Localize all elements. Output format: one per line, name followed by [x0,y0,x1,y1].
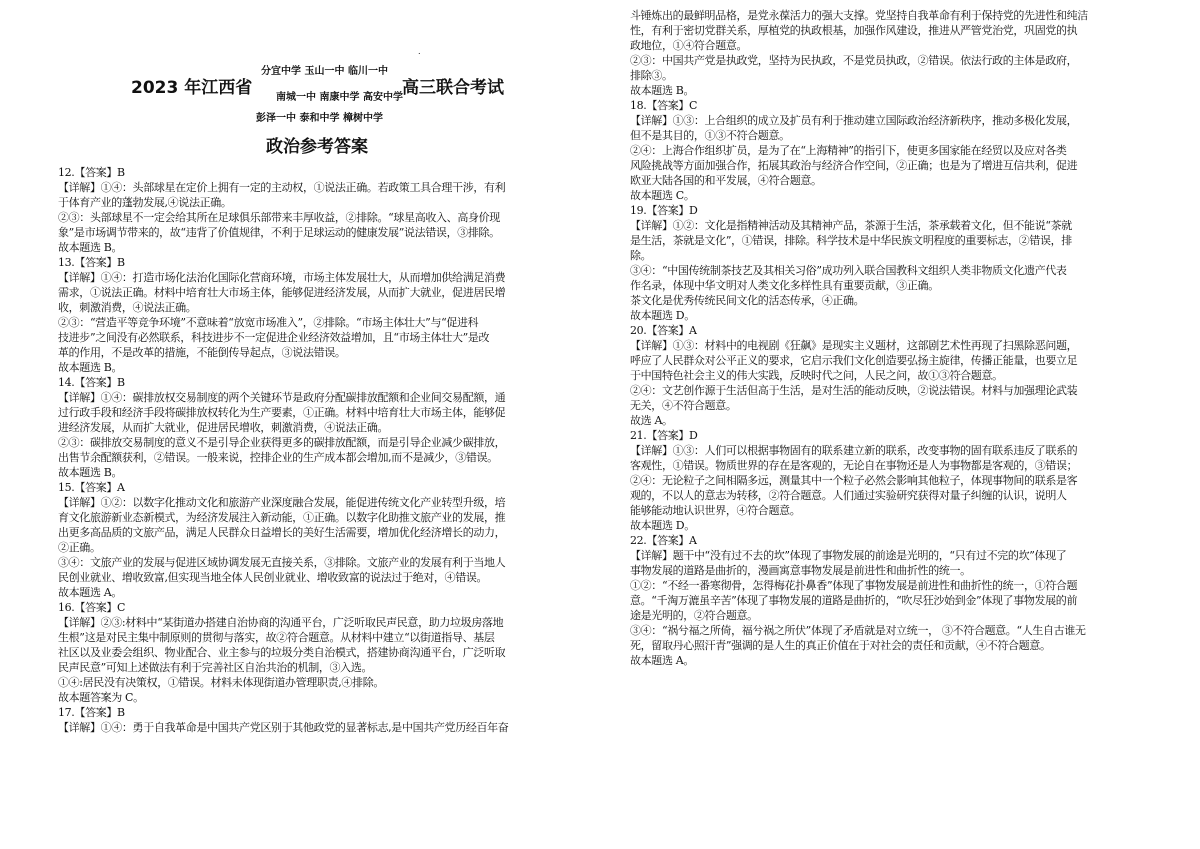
explanation-line: 风险挑战等方面加强合作，拓展其政治与经济合作空间，②正确；也是为了增进互信共利，促进 [630,159,1078,172]
answer-key-line: 16.【答案】C [58,601,126,614]
explanation-line: 【详解】①④：勇于自我革命是中国共产党区别于其他政党的显著标志,是中国共产党历经百年奋 [58,721,509,734]
explanation-line: 于中国特色社会主义的伟大实践，反映时代之问，人民之问，故①③符合题意。 [630,369,1003,382]
explanation-line: ①④:居民没有决策权，①错误。材料未体现街道办管理职责,④排除。 [58,676,385,689]
explanation-line: 于体育产业的蓬勃发展,④说法正确。 [58,196,232,209]
explanation-line: 故选 A。 [630,414,673,427]
explanation-line: 死，留取丹心照汗青”强调的是人生的真正价值在于对社会的责任和贡献，④不符合题意。 [630,639,1051,652]
explanation-line: 民声民意”可知上述做法有利于完善社区自治共治的机制，③入选。 [58,661,373,674]
explanation-line: 故本题选 B。 [58,361,123,374]
explanation-line: 作名录，体现中华文明对人类文化多样性具有重要贡献，③正确。 [630,279,939,292]
explanation-line: ②④：文艺创作源于生活但高于生活，是对生活的能动反映，②说法错误。材料与加强理论武装 [630,384,1078,397]
explanation-line: 能够能动地认识世界，④符合题意。 [630,504,801,517]
explanation-line: 客观性，①错误。物质世界的存在是客观的，无论自在事物还是人为事物都是客观的，③错误； [630,459,1078,472]
explanation-line: 故本题选 C。 [630,189,695,202]
explanation-line: ③④：“祸兮福之所倚，福兮祸之所伏”体现了矛盾就是对立统一， ③不符合题意。“人生自古谁无 [630,624,1086,637]
explanation-line: 但不是其目的，①③不符合题意。 [630,129,790,142]
school-list-line2: 南城一中 南康中学 高安中学 [276,92,403,103]
explanation-line: 无关，④不符合题意。 [630,399,737,412]
answer-key-line: 19.【答案】D [630,204,698,217]
explanation-line: ②③：头部球星不一定会给其所在足球俱乐部带来丰厚收益，②排除。“球星高收入、高身价现 [58,211,500,224]
explanation-line: ②③：碳排放交易制度的意义不是引导企业获得更多的碳排放配额，而是引导企业减少碳排放， [58,436,506,449]
explanation-line: 观的，不以人的意志为转移，②符合题意。人们通过实验研究获得对量子纠缠的认识，说明人 [630,489,1067,502]
answer-key-line: 14.【答案】B [58,376,125,389]
explanation-line: 故本题答案为 C。 [58,691,144,704]
explanation-line: 【详解】①④：碳排放权交易制度的两个关键环节是政府分配碳排放配额和企业间交易配额，通 [58,391,506,404]
explanation-line: 排除③。 [630,69,673,82]
right-column-body [630,8,1148,668]
exam-title-prefix: 2023 年江西省 [131,78,253,98]
explanation-line: 故本题选 B。 [58,466,123,479]
explanation-line: 【详解】①③：上合组织的成立及扩员有利于推动建立国际政治经济新秩序，推动多极化发展， [630,114,1078,127]
explanation-line: 【详解】①③：材料中的电视剧《狂飙》是现实主义题材，这部剧艺术性再现了扫黑除恶问题， [630,339,1078,352]
explanation-line: 【详解】②③:材料中“某街道办搭建自治协商的沟通平台，广泛听取民声民意，助力垃圾房落地 [58,616,504,629]
explanation-line: 技进步”之间没有必然联系，科技进步不一定促进企业经济效益增加，且“市场主体壮大”是改 [58,331,490,344]
explanation-line: 故本题选 B。 [58,241,123,254]
explanation-line: 斗锤炼出的最鲜明品格，是党永葆活力的强大支撑。党坚持自我革命有利于保持党的先进性和纯洁 [630,9,1088,22]
explanation-line: ②正确。 [58,541,101,554]
explanation-line: ②④：上海合作组织扩员，是为了在“上海精神”的指引下，使更多国家能在经贸以及应对各类 [630,144,1067,157]
explanation-line: 社区以及业委会组织、物业配合、业主参与的垃圾分类自治模式，搭建协商沟通平台，广泛听取 [58,646,506,659]
explanation-line: 故本题选 D。 [630,309,695,322]
explanation-line: ③④：“中国传统制茶技艺及其相关习俗”成功列入联合国教科文组织人类非物质文化遗产代表 [630,264,1067,277]
explanation-line: 象”是市场调节带来的，故“违背了价值规律，不利于足球运动的健康发展”说法错误，③排除。 [58,226,500,239]
explanation-line: 【详解】①④：打造市场化法治化国际化营商环境，市场主体发展壮大，从而增加供给满足消费 [58,271,506,284]
explanation-line: 革的作用，不是改革的措施，不能倒传导起点，③说法错误。 [58,346,346,359]
explanation-line: 出更多高品质的文旅产品，满足人民群众日益增长的美好生活需要，增加优化经济增长的动力， [58,526,506,539]
answer-key-line: 13.【答案】B [58,256,125,269]
explanation-line: 政地位，①④符合题意。 [630,39,748,52]
explanation-line: 民创业就业、增收致富,但实现当地全体人民创业就业、增收致富的说法过于绝对，④错误。 [58,571,488,584]
explanation-line: 故本题选 B。 [630,84,695,97]
answer-key-line: 15.【答案】A [58,481,125,494]
explanation-line: 茶文化是优秀传统民间文化的活态传承，④正确。 [630,294,865,307]
explanation-line: 欧亚大陆各国的和平发展，④符合题意。 [630,174,822,187]
explanation-line: ②③：中国共产党是执政党，坚持为民执政，不是党员执政，②错误。依法行政的主体是政府， [630,54,1078,67]
answer-key-line: 21.【答案】D [630,429,698,442]
explanation-line: 出售节余配额获利，②错误。一般来说，控排企业的生产成本都会增加,而不是减少，③错误。 [58,451,498,464]
explanation-line: 故本题选 A。 [630,654,694,667]
explanation-line: 【详解】①②：文化是指精神活动及其精神产品，茶源于生活，茶承载着文化，但不能说“茶就 [630,219,1072,232]
document-header [58,0,577,165]
explanation-line: 意。“千淘万漉虽辛苦”体现了事物发展的道路是曲折的，“吹尽狂沙始到金”体现了事物发展的前 [630,594,1078,607]
explanation-line: 生根”这是对民主集中制原则的贯彻与落实，故②符合题意。从材料中建立“以街道指导、基层 [58,631,495,644]
answer-key-line: 17.【答案】B [58,706,125,719]
explanation-line: 故本题选 A。 [58,586,122,599]
answer-key-line: 20.【答案】A [630,324,697,337]
exam-title-suffix: 高三联合考试 [402,78,504,98]
explanation-line: 事物发展的道路是曲折的，漫画寓意事物发展是前进性和曲折性的统一。 [630,564,971,577]
right-column [630,8,1148,668]
explanation-line: 收，刺激消费，④说法正确。 [58,301,197,314]
explanation-line: 【详解】①④：头部球星在定价上拥有一定的主动权，①说法正确。若政策工具合理干涉，有利 [58,181,506,194]
answer-key-line: 18.【答案】C [630,99,698,112]
school-list-line3: 彭泽一中 泰和中学 樟树中学 [256,113,383,124]
answer-key-line: 12.【答案】B [58,166,125,179]
explanation-line: 是生活，茶就是文化”，①错误，排除。科学技术是中华民族文明程度的重要标志，②错误，排 [630,234,1072,247]
explanation-line: 【详解】题干中“没有过不去的坎”体现了事物发展的前途是光明的，“只有过不完的坎”体现了 [630,549,1067,562]
explanation-line: ②④：无论粒子之间相隔多远，测量其中一个粒子必然会影响其他粒子，体现事物间的联系是客 [630,474,1078,487]
school-list-line1: 分宜中学 玉山一中 临川一中 [261,66,388,77]
explanation-line: 性，有利于密切党群关系，厚植党的执政根基，加强作风建设，推进从严管党治党，巩固党的执 [630,24,1078,37]
explanation-line: 进经济发展，从而扩大就业，促进居民增收，刺激消费，④说法正确。 [58,421,389,434]
subject-title: 政治参考答案 [266,137,368,157]
header-dot: . [418,47,421,56]
explanation-line: 除。 [630,249,652,262]
left-column [58,0,577,735]
explanation-line: ②③：“营造平等竞争环境”不意味着“放宽市场准入”，②排除。“市场主体壮大”与“促进科 [58,316,479,329]
explanation-line: 故本题选 D。 [630,519,695,532]
explanation-line: ①②：“不经一番寒彻骨，怎得梅花扑鼻香”体现了事物发展是前进性和曲折性的统一，①符合题 [630,579,1078,592]
explanation-line: 途是光明的，②符合题意。 [630,609,758,622]
explanation-line: 呼应了人民群众对公平正义的要求，它启示我们文化创造要弘扬主旋律，传播正能量，也要立足 [630,354,1078,367]
explanation-line: 需求，①说法正确。材料中培育壮大市场主体，能够促进经济发展，从而扩大就业，促进居民增 [58,286,506,299]
explanation-line: 育文化旅游新业态新模式，为经济发展注入新动能，①正确。以数字化助推文旅产业的发展，推 [58,511,506,524]
explanation-line: 过行政手段和经济手段将碳排放权转化为生产要素，①正确。材料中培育壮大市场主体，能够促 [58,406,506,419]
left-column-body [58,165,577,735]
explanation-line: ③④：文旅产业的发展与促进区域协调发展无直接关系，③排除。文旅产业的发展有利于当地人 [58,556,506,569]
explanation-line: 【详解】①②：以数字化推动文化和旅游产业深度融合发展，能促进传统文化产业转型升级，培 [58,496,506,509]
explanation-line: 【详解】①③：人们可以根据事物固有的联系建立新的联系，改变事物的固有联系违反了联系的 [630,444,1078,457]
answer-key-line: 22.【答案】A [630,534,697,547]
